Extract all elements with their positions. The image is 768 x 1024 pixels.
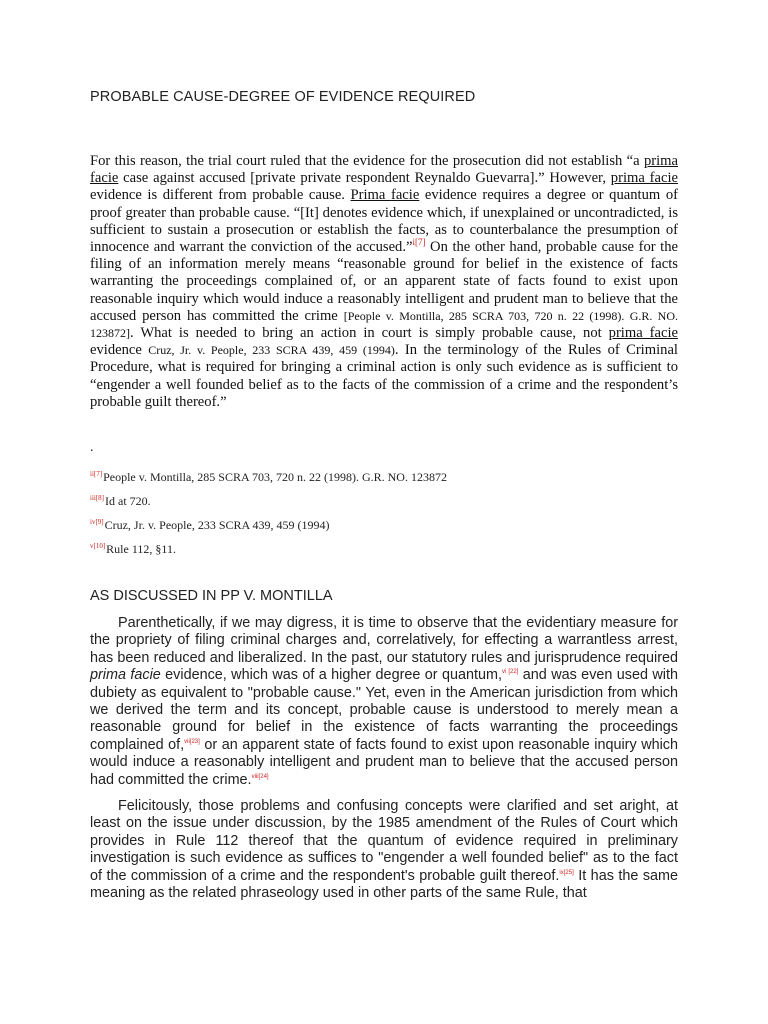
text: Parenthetically, if we may digress, it is time to observe that the evidentiary measure for the propriety of filing criminal charges and, correlatively, for effecting a warrantless arrest, has been reduced and liberalized. In the past, our statutory rules and jurisprudence required (90, 615, 678, 666)
citation: [People v. Montilla, 285 SCRA 703, 720 n. 22 (1998). G.R. NO. 123872] (90, 308, 679, 341)
text: It has the same meaning as the related phraseology used in other parts of the same Rule, that (90, 867, 679, 902)
footnote-9 (90, 518, 330, 533)
footnote-text: Cruz, Jr. v. People, 233 SCRA 439, 459 (1994) (104, 518, 330, 532)
footnote-10 (90, 542, 176, 557)
citation: Cruz, Jr. v. People, 233 SCRA 439, 459 (1994) (148, 343, 395, 358)
footnote-ref[interactable]: viii[24] (251, 773, 269, 780)
footnote-ref[interactable]: ix[25] (559, 869, 574, 876)
footnote-ref[interactable]: vii[23] (184, 739, 200, 746)
footnote-text: Rule 112, §11. (106, 542, 176, 556)
term-prima-facie: prima facie (610, 170, 678, 187)
footnote-mark[interactable]: ii[7] (90, 470, 103, 478)
text: evidence (90, 342, 149, 359)
text: For this reason, the trial court ruled that the evidence for the prosecution did not establish “a (90, 153, 644, 169)
text: and was even used with dubiety as equivalent to "probable cause." Yet, even in the American jurisdiction from which we derived the term and its concept, probable cause is understood to merely mean a reasonable ground for belief in the existence of facts warranting the proceedings complained of, (90, 667, 678, 753)
text: . What is needed to bring an action in court is simply probable cause, not (130, 325, 609, 342)
text: evidence, which was of a higher degree or quantum, (160, 667, 502, 684)
section-heading: PROBABLE CAUSE-DEGREE OF EVIDENCE REQUIRED (90, 89, 476, 105)
term-prima-facie: prima facie (608, 325, 678, 342)
separator-dot: . (90, 440, 94, 455)
footnote-mark[interactable]: iii[8] (90, 494, 104, 502)
main-paragraph (90, 153, 678, 411)
footnote-ref[interactable]: i[7] (412, 237, 426, 248)
footnote-ref[interactable]: vi [22] (501, 669, 519, 676)
text: case against accused [private private respondent Reynaldo Guevarra].” However, (118, 170, 611, 187)
body-paragraph-2 (90, 798, 678, 902)
body-paragraph-1 (90, 615, 678, 789)
footnote-mark[interactable]: iv[9] (90, 518, 104, 526)
text: . In the terminology of the Rules of Criminal Procedure, what is required for bringing a criminal action is only such evidence as is sufficient to “engender a well founded belief as to the facts of the commission of a crime and the respondent’s probable guilt thereof.” (90, 342, 678, 410)
section-heading: AS DISCUSSED IN PP V. MONTILLA (90, 588, 333, 604)
text: evidence is different from probable cause. (90, 187, 351, 204)
term-prima-facie: prima facie (90, 667, 161, 684)
text: Felicitously, those problems and confusing concepts were clarified and set aright, at least on the issue under discussion, by the 1985 amendment of the Rules of Court which provides in Rule 112 thereof that the quantum of evidence required in preliminary investigation is such evidence as suffices to "engender a well founded belief" as to the fact of the commission of a crime and the respondent's probable guilt thereof. (90, 798, 678, 884)
text: or an apparent state of facts found to exist upon reasonable inquiry which would induce a reasonably intelligent and prudent man to believe that the accused person had committed the crime. (90, 736, 678, 788)
footnote-text: Id at 720. (105, 494, 151, 508)
text: On the other hand, probable cause for the filing of an information merely means “reasonable ground for belief in the existence of facts warranting the proceedings complained of, or an apparent state of facts found to exist upon reasonable inquiry which would induce a reasonably intelligent and prudent man to believe that the accused person has committed the crime (90, 239, 678, 324)
footnote-mark[interactable]: v[10] (90, 542, 106, 550)
footnote-8 (90, 494, 151, 509)
term-prima-facie: prima facie (90, 153, 678, 187)
footnote-7 (90, 470, 447, 485)
term-prima-facie: Prima facie (350, 187, 420, 204)
footnote-text: People v. Montilla, 285 SCRA 703, 720 n. 22 (1998). G.R. NO. 123872 (103, 470, 447, 484)
text: evidence requires a degree or quantum of proof greater than probable cause. “[It] denotes evidence which, if unexplained or uncontradicted, is sufficient to sustain a prosecution or establish the facts, as to counterbalance the presumption of innocence and warrant the conviction of the accused.” (90, 187, 678, 256)
